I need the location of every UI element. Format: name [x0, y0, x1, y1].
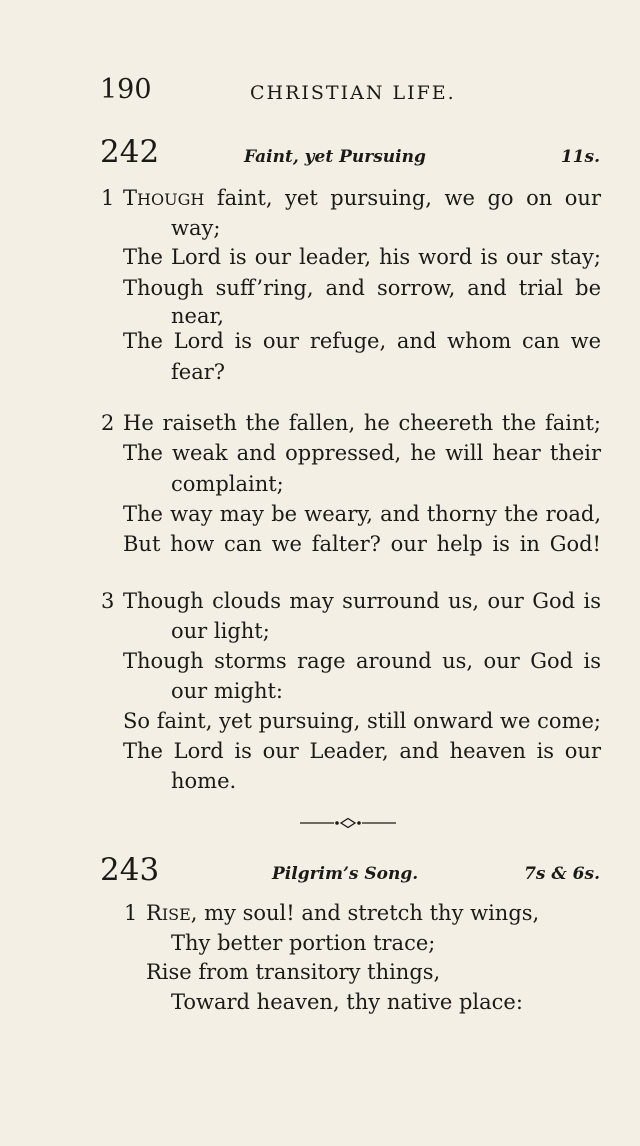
verse-number: 3 [101, 589, 115, 613]
verse-line: So faint, yet pursuing, still onward we come; [123, 709, 601, 733]
verse-line: Though suff’ring, and sorrow, and trial be [123, 276, 601, 300]
verse-number: 1 [101, 186, 115, 210]
verse-number: 1 [124, 901, 138, 925]
verse-line: Though clouds may surround us, our God is [123, 589, 601, 613]
hymn-title: Pilgrim’s Song. [272, 864, 419, 884]
ornament-dot-right [357, 821, 361, 825]
small-caps-word: ISE [161, 905, 191, 924]
hymn-number: 242 [100, 134, 160, 170]
verse-number: 2 [101, 411, 115, 435]
page-number: 190 [100, 74, 152, 105]
ornament-dot-left [335, 821, 339, 825]
verse-line: fear? [171, 360, 226, 384]
verse-line: Toward heaven, thy native place: [171, 990, 523, 1014]
verse-line: The weak and oppressed, he will hear their [123, 441, 601, 465]
verse-line: Thy better portion trace; [171, 931, 436, 955]
verse-line: Rise from transitory things, [146, 960, 441, 984]
hymn-title: Faint, yet Pursuing [244, 147, 426, 167]
verse-line: But how can we falter? our help is in God! [123, 532, 601, 556]
hymn-number: 243 [100, 852, 160, 888]
verse-line: near, [171, 304, 224, 328]
verse-line [146, 901, 539, 925]
verse-line: He raiseth the fallen, he cheereth the faint; [123, 411, 601, 435]
drop-letter: T [123, 186, 138, 210]
verse-line: our might: [171, 679, 283, 703]
verse-line: The way may be weary, and thorny the road, [123, 502, 601, 526]
verse-line: The Lord is our refuge, and whom can we [123, 329, 601, 353]
verse-line: The Lord is our leader, his word is our stay; [123, 245, 601, 269]
ornament-divider [300, 816, 396, 830]
small-caps-word: HOUGH [137, 190, 205, 209]
ornament-diamond [341, 819, 355, 828]
verse-line [123, 186, 601, 210]
verse-line: way; [171, 216, 221, 240]
running-title: CHRISTIAN LIFE. [250, 82, 456, 104]
line-text: faint, yet pursuing, we go on our [204, 186, 601, 210]
hymn-meter: 11s. [560, 147, 600, 167]
verse-line: our light; [171, 619, 270, 643]
drop-letter: R [146, 901, 162, 925]
hymn-meter: 7s & 6s. [524, 864, 600, 884]
verse-line: complaint; [171, 472, 284, 496]
verse-line: home. [171, 769, 237, 793]
line-text: , my soul! and stretch thy wings, [190, 901, 540, 925]
verse-line: Though storms rage around us, our God is [123, 649, 601, 673]
verse-line: The Lord is our Leader, and heaven is our [123, 739, 601, 763]
